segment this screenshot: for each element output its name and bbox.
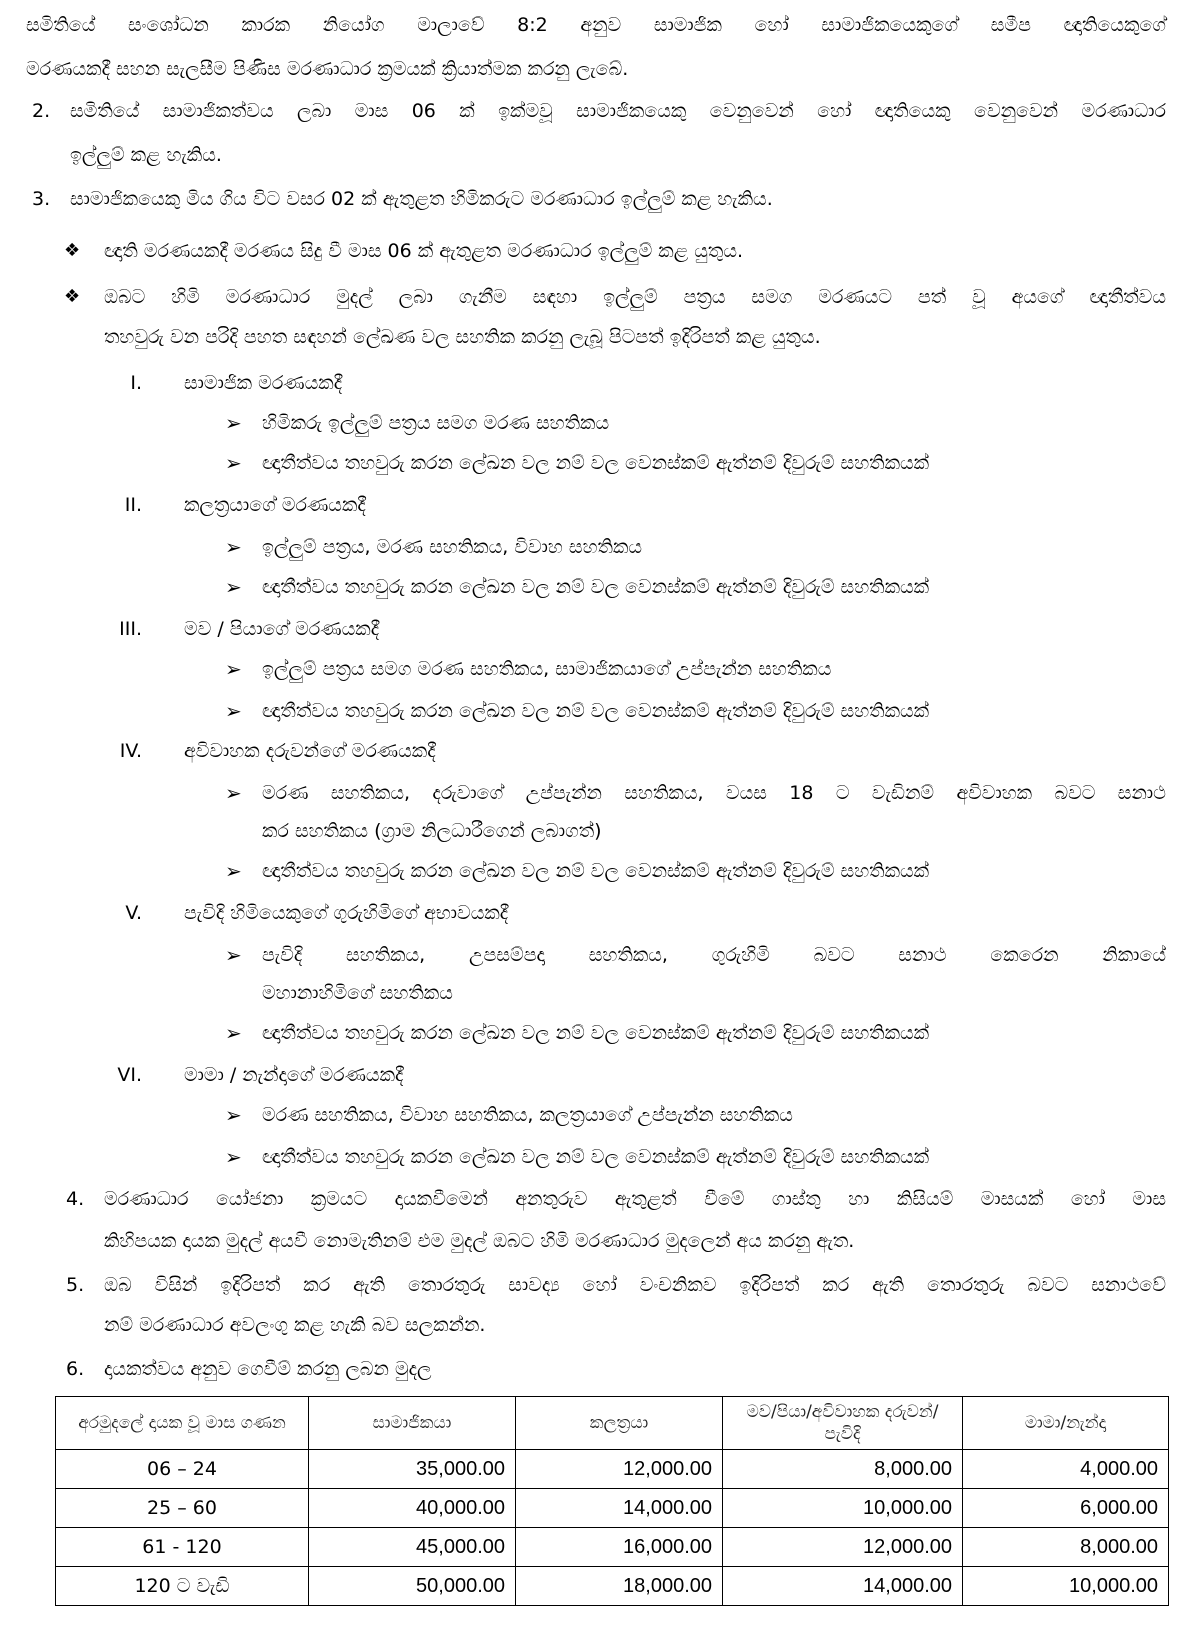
table-cell: 40,000.00 (309, 1489, 516, 1528)
arrow-bullet-icon: ➢ (225, 859, 242, 883)
diamond-bullet-icon: ❖ (64, 286, 81, 307)
table-cell: 6,000.00 (963, 1489, 1169, 1528)
category-title: අවිවාහක දරුවන්ගේ මරණයකදී (184, 740, 436, 762)
document-requirement: ඥාතීත්වය තහවුරු කරන ලේඛන වල නම් වල වෙනස්කම් ඇත්නම් දිවුරුම් සහතිකයක් (262, 452, 930, 474)
note-text-line: තහවුරු වන පරිදි පහත සඳහන් ලේඛණ වල සහතික කරනු ලැබූ පිටපත් ඉදිරිපත් කළ යුතුය. (104, 326, 821, 348)
category-numeral: V. (125, 902, 142, 924)
table-row (56, 1528, 1169, 1567)
item-text-line: සමිතියේ සාමාජිකත්වය ලබා මාස 06 ක් ඉක්මවූ සාමාජිකයෙකු වෙනුවෙන් හෝ ඥාතියෙකු වෙනුවෙන් මරණාධාර (70, 100, 1166, 122)
note-text-line: ඔබට හිමි මරණාධාර මුදල් ලබා ගැනීම සඳහා ඉල්ලුම් පත්‍රය සමග මරණයට පත් වූ අයගේ ඥාතීත්වය (104, 286, 1166, 308)
table-cell: 06 – 24 (56, 1450, 309, 1489)
document-requirement: කර සහතිකය (ග්‍රාම නිලධාරීගෙන් ලබාගත්) (262, 820, 602, 842)
table-cell: 61 - 120 (56, 1528, 309, 1567)
document-requirement: ඥාතීත්වය තහවුරු කරන ලේඛන වල නම් වල වෙනස්කම් ඇත්නම් දිවුරුම් සහතිකයක් (262, 576, 930, 598)
column-header-uncle-aunt: මාමා/නැන්දා (963, 1397, 1169, 1450)
arrow-bullet-icon: ➢ (225, 535, 242, 559)
item-text-line: නම් මරණාධාර අවලංගු කළ හැකි බව සලකන්න. (104, 1314, 486, 1336)
item-text-line: ඔබ විසින් ඉදිරිපත් කර ඇති තොරතුරු සාවද්‍ය හෝ වංචනිකව ඉදිරිපත් කර ඇති තොරතුරු බවට සනාථවේ (104, 1274, 1167, 1296)
arrow-bullet-icon: ➢ (225, 943, 242, 967)
document-requirement: ඥාතීත්වය තහවුරු කරන ලේඛන වල නම් වල වෙනස්කම් ඇත්නම් දිවුරුම් සහතිකයක් (262, 860, 930, 882)
document-requirement: ඥාතීත්වය තහවුරු කරන ලේඛන වල නම් වල වෙනස්කම් ඇත්නම් දිවුරුම් සහතිකයක් (262, 1146, 930, 1168)
column-header-spouse: කලත්‍රයා (516, 1397, 723, 1450)
category-title: මාමා / නැන්දාගේ මරණයකදී (184, 1064, 404, 1086)
document-requirement: මහානාහිමිගේ සහතිකය (262, 982, 453, 1004)
table-header-row (56, 1397, 1169, 1450)
table-cell: 16,000.00 (516, 1528, 723, 1567)
category-title: පැවිදි හිමියෙකුගේ ගුරුහිමිගේ අභාවයකදී (184, 902, 509, 924)
category-title: කලත්‍රයාගේ මරණයකදී (184, 494, 366, 516)
table-cell: 45,000.00 (309, 1528, 516, 1567)
document-requirement: හිමිකරු ඉල්ලුම් පත්‍රය සමග මරණ සහතිකය (262, 412, 610, 434)
table-cell: 14,000.00 (516, 1489, 723, 1528)
note-text-line: ඥාති මරණයකදී මරණය සිදු වී මාස 06 ක් ඇතුළත මරණාධාර ඉල්ලුම් කළ යුතුය. (104, 240, 744, 262)
intro-line-2: මරණයකදී සහන සැලසීම පිණිස මරණාධාර ක්‍රමයක් ක්‍රියාත්මක කරනු ලැබේ. (26, 58, 629, 80)
document-requirement: ඉල්ලුම් පත්‍රය සමග මරණ සහතිකය, සාමාජිකයාගේ උප්පැන්න සහතිකය (262, 658, 832, 680)
item-number: 3. (32, 188, 51, 210)
item-text-line: කිහිපයක දායක මුදල් අයවී නොමැතිනම් එම මුදල් ඔබට හිමි මරණාධාර මුදලෙන් අය කරනු ඇත. (104, 1230, 855, 1252)
item-text-line: සාමාජිකයෙකු මිය ගිය විට වසර 02 ක් ඇතුළත හිමිකරුට මරණාධාර ඉල්ලුම් කළ හැකිය. (70, 188, 773, 210)
arrow-bullet-icon: ➢ (225, 1021, 242, 1045)
item-number: 5. (66, 1274, 85, 1296)
document-requirement: මරණ සහතිකය, විවාහ සහතිකය, කලත්‍රයාගේ උප්පැන්න සහතිකය (262, 1104, 793, 1126)
table-cell: 12,000.00 (723, 1528, 963, 1567)
document-requirement: ඉල්ලුම් පත්‍රය, මරණ සහතිකය, විවාහ සහතිකය (262, 536, 643, 558)
table-cell: 4,000.00 (963, 1450, 1169, 1489)
document-requirement: මරණ සහතිකය, දරුවාගේ උප්පැන්න සහතිකය, වයස 18 ට වැඩිනම් අවිවාහක බවට සනාථ (262, 782, 1166, 804)
column-header-parents-children: මව/පියා/අවිවාහක දරුවන්/ පැවිදි (723, 1397, 963, 1450)
arrow-bullet-icon: ➢ (225, 1103, 242, 1127)
table-cell: 50,000.00 (309, 1567, 516, 1606)
table-cell: 10,000.00 (963, 1567, 1169, 1606)
table-cell: 35,000.00 (309, 1450, 516, 1489)
table-cell: 14,000.00 (723, 1567, 963, 1606)
table-cell: 25 – 60 (56, 1489, 309, 1528)
item-number: 6. (66, 1358, 85, 1380)
column-header-months: අරමුදලේ දායක වූ මාස ගණන (56, 1397, 309, 1450)
category-numeral: III. (119, 618, 142, 640)
arrow-bullet-icon: ➢ (225, 699, 242, 723)
item-text-line: දායකත්වය අනුව ගෙවීම් කරනු ලබන මුදල (104, 1358, 432, 1380)
document-requirement: පැවිදි සහතිකය, උපසම්පදා සහතිකය, ගුරුහිමි බවට සනාථ කෙරෙන නිකායේ (262, 944, 1166, 966)
table-row (56, 1489, 1169, 1528)
intro-line-1: සමිතියේ සංශෝධන කාරක නියෝග මාලාවේ 8:2 අනුව සාමාජික හෝ සාමාජිකයෙකුගේ සමීප ඥාතියෙකුගේ (26, 14, 1166, 36)
table-cell: 18,000.00 (516, 1567, 723, 1606)
category-numeral: IV. (119, 740, 142, 762)
arrow-bullet-icon: ➢ (225, 451, 242, 475)
table-cell: 8,000.00 (963, 1528, 1169, 1567)
arrow-bullet-icon: ➢ (225, 1145, 242, 1169)
category-title: සාමාජික මරණයකදී (184, 372, 343, 394)
table-row (56, 1567, 1169, 1606)
table-cell: 8,000.00 (723, 1450, 963, 1489)
arrow-bullet-icon: ➢ (225, 781, 242, 805)
diamond-bullet-icon: ❖ (64, 240, 81, 261)
payment-table (55, 1396, 1169, 1606)
table-row (56, 1450, 1169, 1489)
category-numeral: I. (130, 372, 142, 394)
table-cell: 10,000.00 (723, 1489, 963, 1528)
arrow-bullet-icon: ➢ (225, 575, 242, 599)
column-header-member: සාමාජිකයා (309, 1397, 516, 1450)
document-requirement: ඥාතීත්වය තහවුරු කරන ලේඛන වල නම් වල වෙනස්කම් ඇත්නම් දිවුරුම් සහතිකයක් (262, 1022, 930, 1044)
document-requirement: ඥාතීත්වය තහවුරු කරන ලේඛන වල නම් වල වෙනස්කම් ඇත්නම් දිවුරුම් සහතිකයක් (262, 700, 930, 722)
category-numeral: VI. (117, 1064, 142, 1086)
category-title: මව / පියාගේ මරණයකදී (184, 618, 380, 640)
table-cell: 120 ට වැඩි (56, 1567, 309, 1606)
arrow-bullet-icon: ➢ (225, 657, 242, 681)
item-number: 4. (66, 1188, 85, 1210)
table-cell: 12,000.00 (516, 1450, 723, 1489)
category-numeral: II. (124, 494, 142, 516)
item-text-line: මරණාධාර යෝජනා ක්‍රමයට දායකවීමෙන් අනතුරුව ඇතුළත් වීමේ ගාස්තු හා කිසියම් මාසයක් හෝ මාස (104, 1188, 1166, 1210)
item-number: 2. (32, 100, 51, 122)
item-text-line: ඉල්ලුම් කළ හැකිය. (70, 144, 222, 166)
arrow-bullet-icon: ➢ (225, 411, 242, 435)
